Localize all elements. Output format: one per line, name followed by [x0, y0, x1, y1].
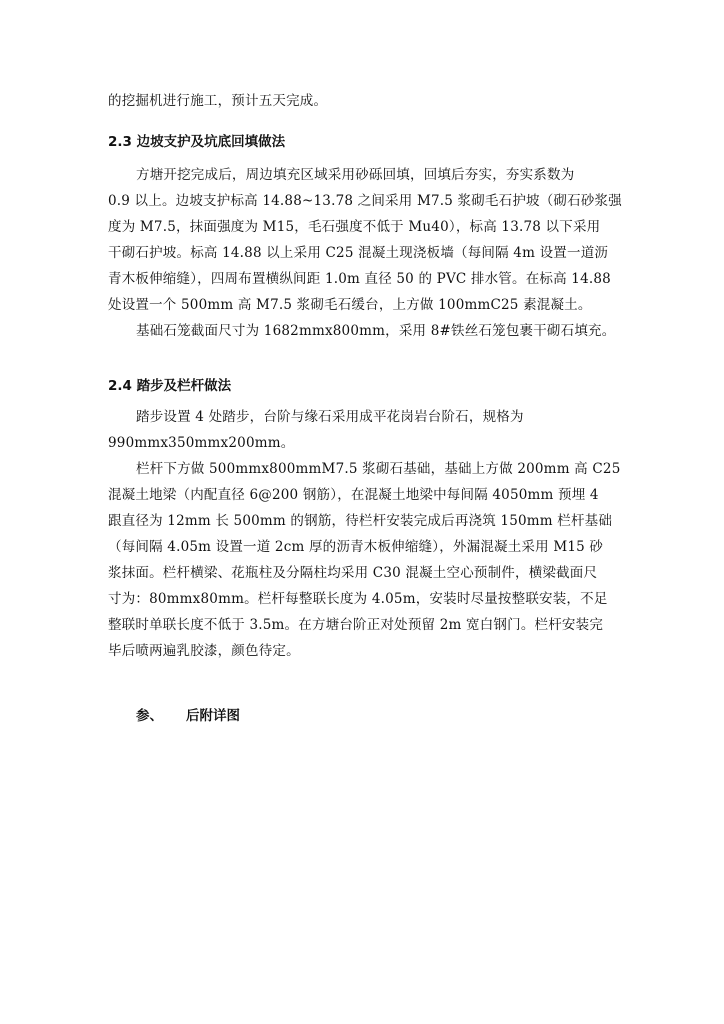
text-line: 处设置一个 500mm 高 M7.5 浆砌毛石缓台，上方做 100mmC25 素混凝土。: [108, 297, 592, 313]
continuation-text: [108, 88, 624, 114]
text-line: 毕后喷两遍乳胶漆，颜色待定。: [108, 643, 300, 659]
text-line: 990mmx350mmx200mm。: [108, 435, 295, 451]
section-2-4-heading: 2.4 踏步及栏杆做法: [108, 378, 232, 394]
text-line: 青木板伸缩缝），四周布置横纵间距 1.0m 直径 50 的 PVC 排水管。在标高 14.88: [108, 271, 611, 287]
text-line: 基础石笼截面尺寸为 1682mmx800mm，采用 8#铁丝石笼包裹干砌石填充。: [136, 323, 616, 339]
text-line: （每间隔 4.05m 设置一道 2cm 厚的沥青木板伸缩缝），外漏混凝土采用 M15 砂: [108, 539, 604, 555]
text-line: 方塘开挖完成后，周边填充区域采用砂砾回填，回填后夯实，夯实系数为: [136, 167, 575, 183]
appendix-title: 后附详图: [186, 708, 240, 724]
text-line: 跟直径为 12mm 长 500mm 的钢筋，待栏杆安装完成后再浇筑 150mm 栏杆基础: [108, 513, 613, 529]
appendix-number: 参、: [136, 708, 163, 724]
text-line: 踏步设置 4 处踏步，台阶与缘石采用成平花岗岩台阶石，规格为: [136, 409, 524, 425]
text-line: 混凝土地梁（内配直径 6@200 钢筋），在混凝土地梁中每间隔 4050mm 预埋 4: [108, 487, 599, 503]
section-2-4-body: [108, 404, 624, 664]
text-line: 整联时单联长度不低于 3.5m。在方塘台阶正对处预留 2m 宽白钢门。栏杆安装完: [108, 617, 604, 633]
appendix-heading: [136, 704, 240, 724]
section-2-3-body: [108, 162, 624, 344]
section-2-3-heading: 2.3 边坡支护及坑底回填做法: [108, 134, 286, 150]
text-line: 寸为：80mmx80mm。栏杆每整联长度为 4.05m，安装时尽量按整联安装，不足: [108, 591, 608, 607]
text-line: 的挖掘机进行施工，预计五天完成。: [108, 93, 328, 109]
text-line: 浆抹面。栏杆横梁、花瓶柱及分隔柱均采用 C30 混凝土空心预制件，横梁截面尺: [108, 565, 598, 581]
text-line: 0.9 以上。边坡支护标高 14.88~13.78 之间采用 M7.5 浆砌毛石护坡（砌石砂浆强: [108, 193, 622, 209]
text-line: 栏杆下方做 500mmx800mmM7.5 浆砌石基础，基础上方做 200mm 高 C25: [136, 461, 621, 477]
text-line: 干砌石护坡。标高 14.88 以上采用 C25 混凝土现浇板墙（每间隔 4m 设置一道沥: [108, 245, 609, 261]
text-line: 度为 M7.5，抹面强度为 M15，毛石强度不低于 Mu40），标高 13.78 以下采用: [108, 219, 601, 235]
